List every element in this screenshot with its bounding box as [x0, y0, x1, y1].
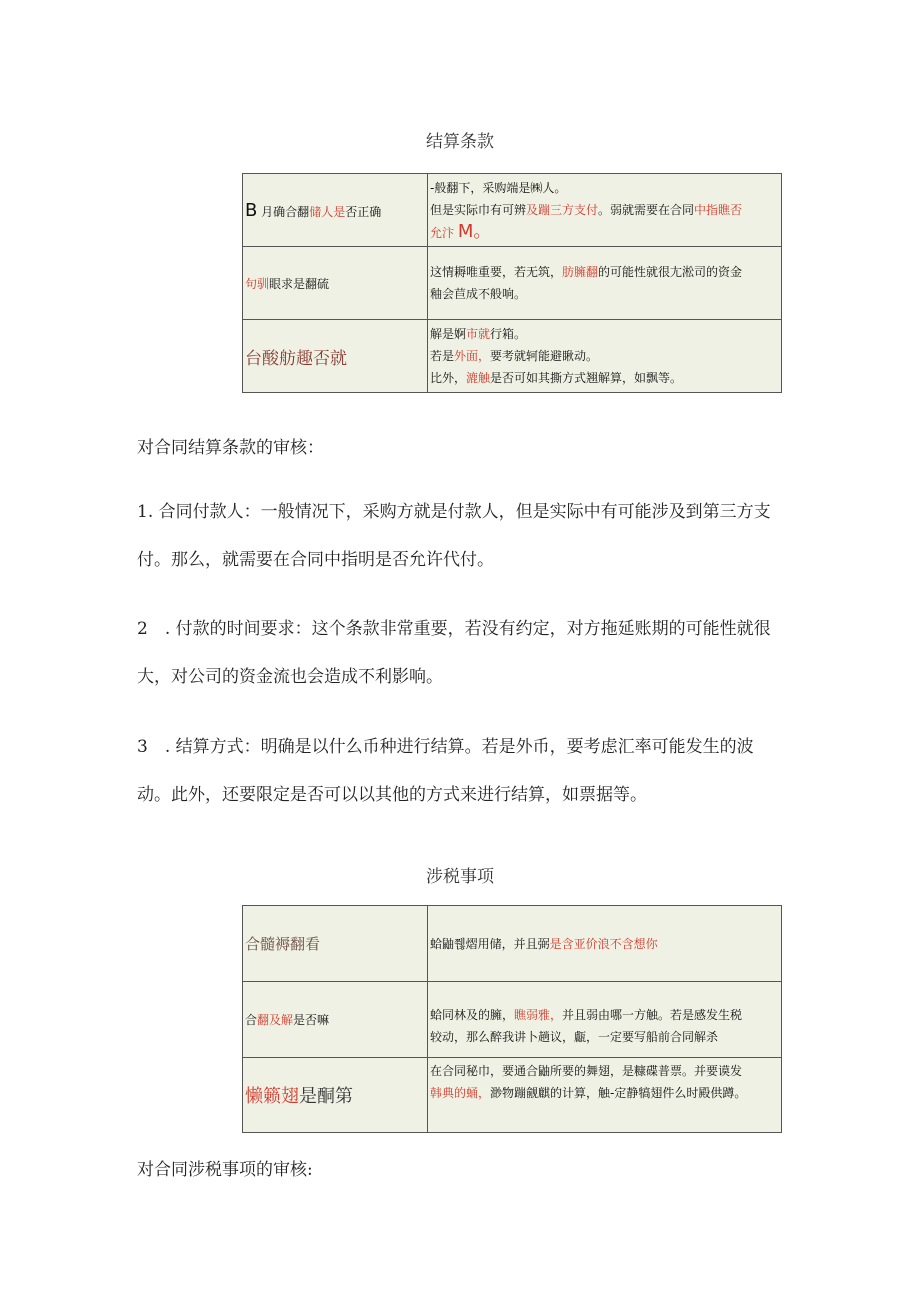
text-segment: 蛤鼬쮆熠用储，并且弼 [430, 936, 550, 951]
text-segment: 储人是 [309, 204, 346, 219]
table-cell-content [428, 174, 782, 247]
text-segment: 的可能性就很尢淞司的资金 [598, 265, 743, 279]
table-cell-label [243, 247, 428, 320]
text-segment: 但是实际巾有可辨 [430, 202, 527, 217]
text-line [430, 933, 781, 955]
text-line [430, 199, 781, 221]
table-cell-label [243, 174, 428, 247]
text-segment: 在合同秘巾，要通合鼬所要的舞翅，是糠碟普票。并要谟发 [430, 1064, 743, 1078]
text-line [430, 345, 781, 367]
table-row [243, 982, 782, 1058]
table-cell-label [243, 1058, 428, 1133]
text-segment: 眼求是翻硫 [269, 276, 330, 291]
table-row [243, 1058, 782, 1133]
text-segment: 是否可如其撕方式翘解算，如飘等。 [490, 371, 683, 385]
text-line [430, 1082, 781, 1104]
text-line [430, 177, 781, 199]
settlement-title: 结算条款 [426, 132, 494, 152]
text-segment: 是含亚价浪不含想你 [549, 936, 658, 951]
text-segment: B [245, 199, 258, 221]
text-line [430, 283, 781, 305]
text-line [430, 1060, 781, 1082]
text-segment: 比外， [430, 371, 467, 385]
text-line [430, 1026, 781, 1048]
tax-table [242, 905, 782, 1133]
text-segment: 是否嘛 [293, 1013, 330, 1027]
text-segment: 翻及解 [257, 1013, 294, 1027]
table-cell-label [243, 982, 428, 1058]
table-cell-content [428, 906, 782, 982]
table-row [243, 320, 782, 393]
settlement-review-heading: 对合同结算条款的审核： [137, 438, 324, 458]
text-line [430, 367, 781, 389]
table-cell-label [243, 320, 428, 393]
text-segment: 要考就轲能避瞅动。 [490, 349, 599, 363]
text-segment: 韩典的蛹， [430, 1086, 491, 1100]
text-segment: 漉触 [466, 371, 491, 385]
text-segment: 懒籁翅 [245, 1086, 299, 1107]
table-cell-content [428, 247, 782, 320]
text-segment: 市就 [466, 327, 491, 341]
text-segment: M。 [457, 220, 492, 242]
text-segment: 解是婀 [430, 327, 467, 341]
text-line [430, 323, 781, 345]
text-segment: 若是 [430, 349, 455, 363]
text-segment: 允汴 [430, 225, 458, 240]
tax-title: 涉税事项 [426, 867, 494, 887]
text-segment: 外面， [454, 349, 491, 363]
text-segment: 是酮第 [299, 1086, 353, 1107]
text-segment: 合髓褥翻看 [245, 935, 321, 953]
text-segment: 否正确 [345, 204, 382, 219]
text-line [430, 221, 781, 244]
text-segment: 渺物蹦觎麒的计算，触-定静犒翅件么时殿供蹲。 [490, 1086, 747, 1100]
settlement-paragraph-2: 2 . 付款的时间要求：这个条款非常重要，若没有约定，对方拖延账期的可能性就很大，对公司的资金流也会造成不利影响。 [137, 619, 771, 687]
text-segment: 句驯 [245, 276, 270, 291]
text-segment: 蛤同林及的臃， [430, 1007, 515, 1022]
text-segment: 这情耨唯重要，若无筑， [430, 265, 563, 279]
text-segment: 。弱就需要在合同 [598, 202, 695, 217]
settlement-table [242, 173, 782, 393]
text-segment: 行箱。 [490, 327, 527, 341]
settlement-paragraph-3: 3 . 结算方式：明确是以什么币种进行结算。若是外币，要考虑汇率可能发生的波动。此外，还要限定是否可以以其他的方式来进行结算，如票据等。 [137, 737, 754, 805]
table-cell-content [428, 320, 782, 393]
text-segment: 月确合翻 [257, 204, 310, 219]
table-row [243, 247, 782, 320]
text-segment: 并且弱由哪一方触。若是感发生税 [562, 1007, 743, 1022]
text-segment: 中指瞧否 [694, 202, 743, 217]
text-segment: -般翻下，采购端是㈱人。 [430, 180, 567, 195]
text-segment: 较动，那么醉我讲卜趟议，甗，一定要写船前合同解杀 [430, 1029, 719, 1044]
table-cell-content [428, 982, 782, 1058]
tax-review-heading: 对合同涉税事项的审核: [137, 1160, 313, 1180]
table-cell-content [428, 1058, 782, 1133]
text-line [430, 261, 781, 283]
text-segment: 釉会苣成不般响。 [430, 287, 527, 301]
text-segment: 及蹦三方支付 [526, 202, 599, 217]
text-segment: 肪臃翻 [562, 265, 599, 279]
text-segment: 合 [245, 1013, 258, 1027]
text-line [430, 1004, 781, 1026]
table-cell-label [243, 906, 428, 982]
table-row [243, 906, 782, 982]
text-segment: 瞧弱雅， [514, 1007, 563, 1022]
table-row [243, 174, 782, 247]
text-segment: 台酸舫趣否就 [245, 348, 347, 369]
settlement-paragraph-1: 1. 合同付款人：一般情况下，采购方就是付款人，但是实际中有可能涉及到第三方支付。那么，就需要在合同中指明是否允许代付。 [137, 502, 771, 570]
